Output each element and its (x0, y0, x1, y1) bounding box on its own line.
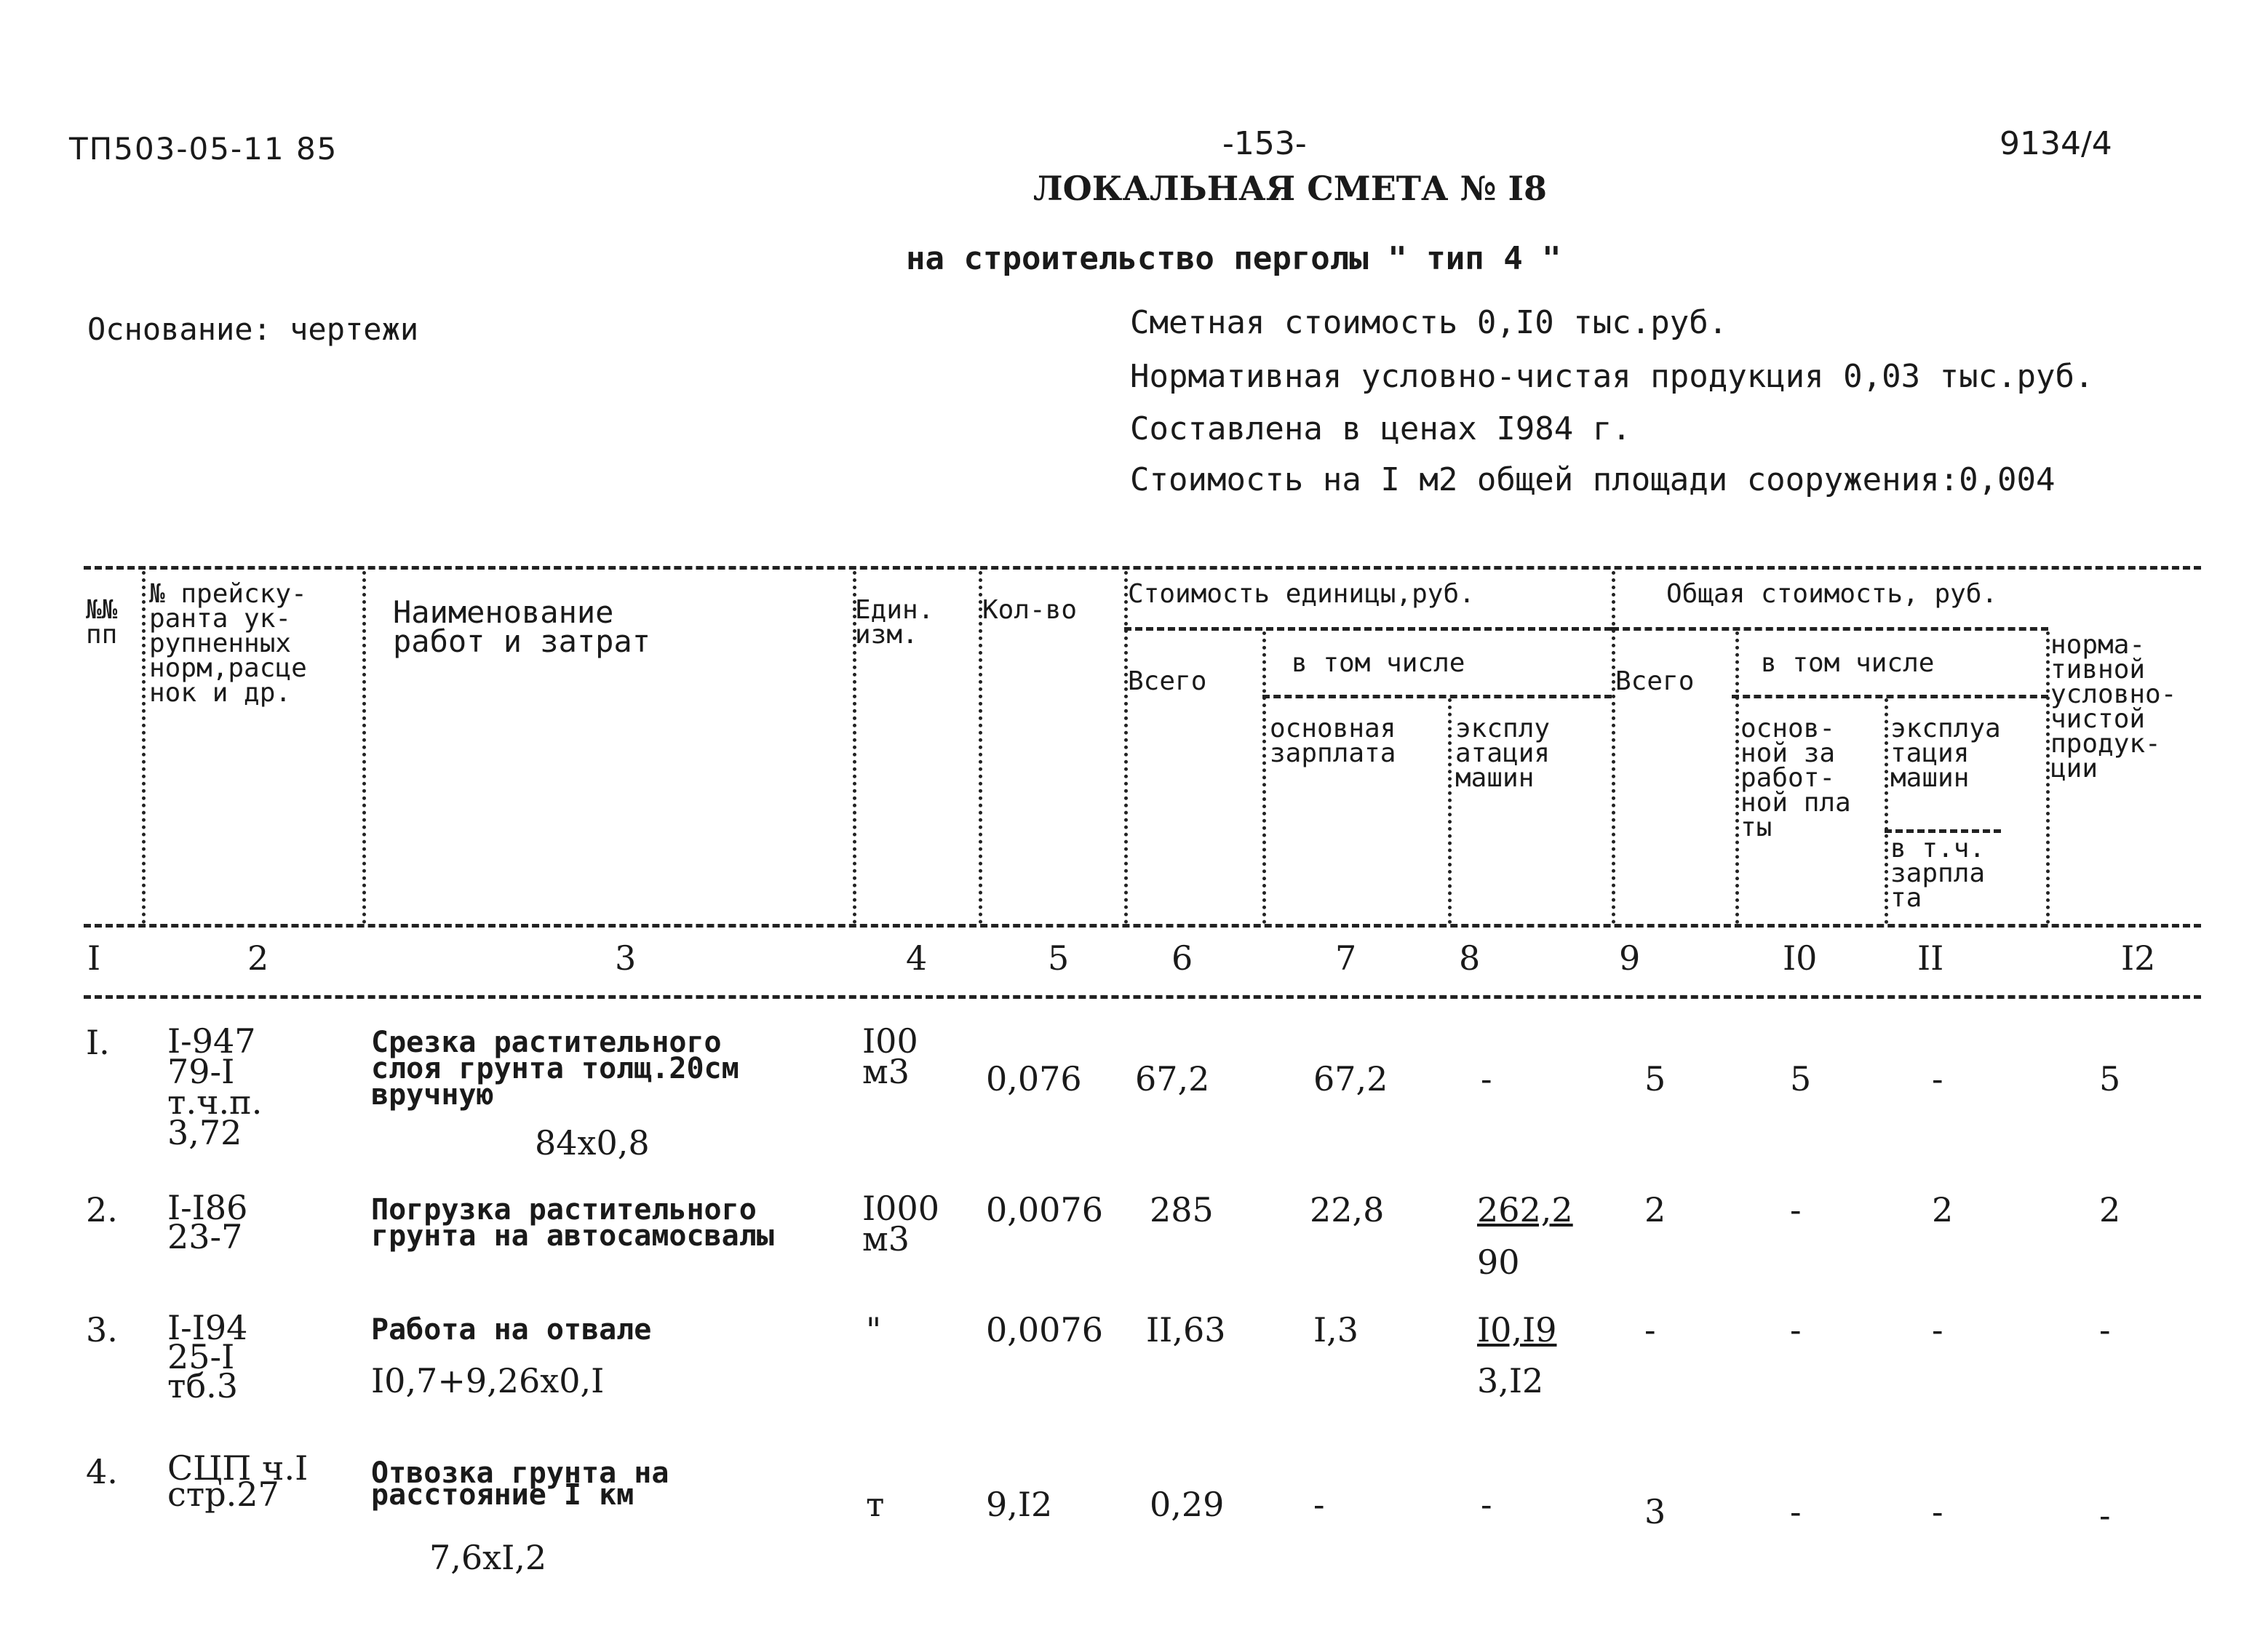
unit-cost-machines-wages: 3,I2 (1477, 1361, 1544, 1400)
normative-product: 5 (2099, 1059, 2121, 1098)
header-unit: Един. изм. (855, 595, 934, 650)
column-number: 8 (1459, 938, 1481, 978)
column-number: I (87, 938, 101, 978)
header-total-cost: Общая стоимость, руб. (1666, 579, 1998, 609)
total-wages: - (1790, 1310, 1802, 1349)
price-code: I-I86 23-7 (167, 1188, 248, 1256)
column-number: II (1917, 938, 1944, 978)
unit-cost-machines: 262,2 (1477, 1190, 1573, 1229)
column-number: 9 (1619, 938, 1641, 978)
col-divider (1262, 631, 1266, 924)
header-bottom-rule (84, 924, 2201, 928)
price-code: СЦП ч.I стр.27 (167, 1448, 309, 1514)
normative-product: - (2099, 1496, 2111, 1535)
col-divider (1612, 571, 1615, 924)
total-cost: 5 (1644, 1059, 1666, 1098)
archive-number: 9134/4 (2000, 125, 2112, 162)
col-divider (362, 571, 366, 924)
column-number: 5 (1048, 938, 1070, 978)
total-cost-subrule (1612, 627, 2048, 631)
normative-product: - (2099, 1310, 2111, 1349)
total-cost: - (1644, 1310, 1656, 1349)
total-cost: 2 (1644, 1190, 1666, 1229)
total-wages: - (1790, 1190, 1802, 1229)
unit: I000 м3 (862, 1189, 939, 1259)
total-machines: - (1932, 1310, 1943, 1349)
total-cost: 3 (1644, 1492, 1666, 1531)
page-number: -153- (1222, 125, 1307, 162)
col-divider (1735, 631, 1739, 924)
price-basis: Составлена в ценах I984 г. (1130, 410, 1631, 447)
unit-cost-machines-wages: 90 (1477, 1243, 1520, 1282)
machines-subrule (1885, 829, 2001, 833)
price-code: I-I94 25-I тб.3 (167, 1308, 248, 1405)
column-number: 2 (247, 938, 269, 978)
column-number: 4 (906, 938, 928, 978)
unit: " (866, 1310, 882, 1349)
normative-product: Нормативная условно-чистая продукция 0,03 тыс.руб. (1130, 358, 2094, 395)
unit: I00 м3 (862, 1021, 918, 1091)
unit-cost-wages: 22,8 (1310, 1190, 1385, 1229)
document-subtitle: на строительство перголы " тип 4 " (906, 240, 1561, 277)
total-wages: 5 (1790, 1059, 1812, 1098)
header-unit-total: Всего (1128, 666, 1207, 696)
unit-incl-subrule (1262, 695, 1612, 698)
row-number: 4. (86, 1452, 118, 1491)
column-numbers-rule (84, 995, 2201, 999)
total-incl-subrule (1732, 695, 2048, 698)
unit-cost-wages: - (1313, 1485, 1325, 1524)
col-divider (1448, 698, 1452, 924)
unit-cost-machines: - (1481, 1059, 1492, 1098)
work-name: Работа на отвале (371, 1313, 652, 1347)
total-wages: - (1790, 1492, 1802, 1531)
col-divider (1885, 698, 1888, 924)
column-number: I2 (2121, 938, 2156, 978)
header-unit-cost: Стоимость единицы,руб. (1128, 579, 1475, 609)
work-calc: 7,6хI,2 (429, 1538, 547, 1577)
column-number: 6 (1171, 938, 1193, 978)
header-row-number: №№ пп (86, 595, 118, 650)
header-unit-machines: эксплу атация машин (1455, 714, 1551, 793)
header-incl-wages: в т.ч. зарпла та (1890, 834, 1986, 913)
work-name: Срезка растительного слоя грунта толщ.20см вручную (371, 1026, 739, 1112)
header-unit-wages: основная зарплата (1270, 714, 1396, 768)
header-work-name: Наименование работ и затрат (393, 594, 651, 659)
unit-cost-subrule (1124, 627, 1612, 631)
unit-cost-total: II,63 (1146, 1310, 1226, 1349)
quantity: 0,0076 (986, 1310, 1103, 1349)
col-divider (1124, 571, 1128, 924)
row-number: I. (86, 1023, 110, 1062)
column-number: I0 (1783, 938, 1818, 978)
unit-cost-machines: - (1481, 1485, 1492, 1524)
work-name: Погрузка растительного грунта на автосамосвалы (371, 1193, 774, 1253)
total-machines: - (1932, 1059, 1943, 1098)
unit-cost-total: 0,29 (1150, 1485, 1225, 1524)
header-normative-product: норма- тивной условно- чистой продук- ции (2050, 630, 2177, 783)
unit-cost-machines: I0,I9 (1477, 1310, 1557, 1349)
work-name: Отвозка грунта на расстояние I км (371, 1456, 669, 1512)
work-calc: 84х0,8 (535, 1123, 650, 1163)
work-calc: I0,7+9,26х0,I (371, 1361, 605, 1400)
normative-product: 2 (2099, 1190, 2121, 1229)
quantity: 0,0076 (986, 1190, 1103, 1229)
row-number: 2. (86, 1190, 118, 1229)
column-number: 7 (1335, 938, 1357, 978)
quantity: 9,I2 (986, 1485, 1053, 1524)
col-divider (142, 571, 146, 924)
document-title: ЛОКАЛЬНАЯ СМЕТА № I8 (1033, 169, 1548, 208)
header-total-machines: эксплуа тация машин (1890, 714, 2001, 793)
unit-cost-total: 285 (1150, 1190, 1214, 1229)
estimated-cost: Сметная стоимость 0,I0 тыс.руб. (1130, 304, 1728, 341)
header-quantity: Кол-во (982, 595, 1078, 625)
header-total-sum: Всего (1615, 666, 1695, 696)
unit-cost-wages: 67,2 (1313, 1059, 1388, 1098)
table-top-rule (84, 566, 2201, 570)
header-unit-incl: в том числе (1292, 648, 1465, 678)
quantity: 0,076 (986, 1059, 1082, 1098)
unit: т (866, 1485, 885, 1524)
header-total-wages: основ- ной за работ- ной пла ты (1740, 714, 1851, 842)
row-number: 3. (86, 1310, 118, 1349)
total-machines: 2 (1932, 1190, 1954, 1229)
total-machines: - (1932, 1492, 1943, 1531)
header-total-incl: в том числе (1761, 648, 1935, 678)
column-number: 3 (615, 938, 637, 978)
col-divider (2046, 631, 2050, 924)
basis-text: Основание: чертежи (87, 311, 419, 347)
unit-cost-wages: I,3 (1313, 1310, 1359, 1349)
header-price-list-number: № прейску- ранта ук- рупненных норм,расце нок и др. (149, 579, 307, 708)
price-code: I-947 79-I т.ч.п. 3,72 (167, 1021, 263, 1152)
unit-cost-total: 67,2 (1135, 1059, 1210, 1098)
document-code: ТП503-05-11 85 (69, 131, 338, 167)
cost-per-m2: Стоимость на I м2 общей площади сооружения:0,004 (1130, 461, 2056, 498)
